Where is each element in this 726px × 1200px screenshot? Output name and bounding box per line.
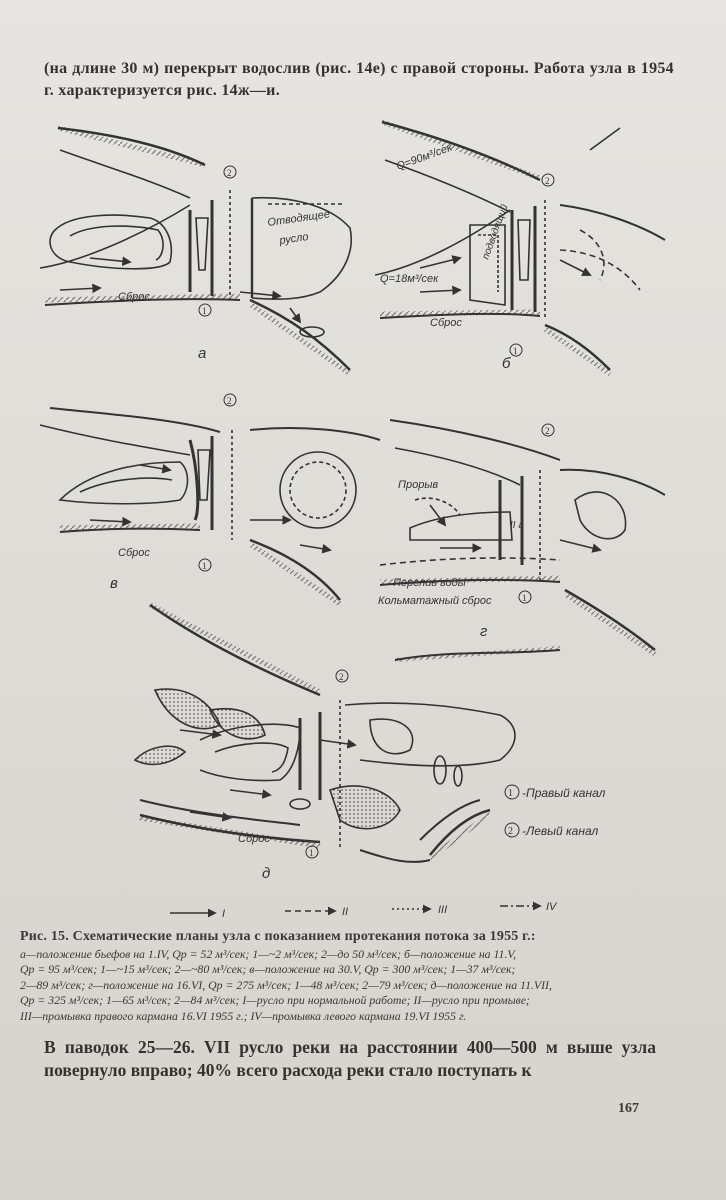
label-kolmat: Кольматажный сброс	[378, 595, 492, 607]
panel-letter-v: в	[110, 575, 118, 592]
svg-text:2: 2	[545, 176, 550, 186]
legend-left-channel: -Левый канал	[522, 824, 599, 838]
line-style-legend	[170, 906, 540, 913]
panel-d	[135, 605, 560, 862]
svg-text:I: I	[222, 908, 226, 920]
panel-letter-a: а	[198, 345, 207, 362]
page-number: 167	[618, 1101, 639, 1116]
label-mark-iia: II а	[510, 520, 524, 531]
svg-text:2: 2	[227, 168, 232, 178]
caption-line: а—положение бьефов на 1.IV, Qр = 52 м³/сек; 1—~2 м³/сек; 2—до 50 м³/сек; б—положение на 11.V,	[20, 946, 517, 961]
line-style-legend-labels	[222, 901, 558, 920]
panel-d-labels	[238, 670, 348, 882]
label-sbros-b: Сброс	[430, 317, 462, 329]
panel-v-labels	[110, 394, 236, 592]
svg-text:2: 2	[339, 672, 344, 682]
panel-v	[40, 408, 380, 604]
panel-g	[380, 420, 665, 654]
bottom-paragraph: В паводок 25—26. VII русло реки на расстоянии 400—500 м выше узла повернуло вправо; 40% всего расхода реки стало поступать к	[44, 1037, 656, 1080]
legend-right-channel: -Правый канал	[522, 786, 606, 800]
label-sbros-v: Сброс	[118, 547, 150, 559]
svg-text:III: III	[438, 904, 448, 916]
svg-text:II: II	[342, 906, 349, 918]
label-podvod: подводящий	[480, 203, 511, 262]
panel-g-labels	[378, 424, 554, 640]
top-paragraph: (на длине 30 м) перекрыт водослив (рис. 14е) с правой стороны. Работа узла в 1954 г. характеризуется рис. 14ж—и.	[44, 60, 674, 99]
caption-title: Рис. 15. Схематические планы узла с показанием протекания потока за 1955 г.:	[20, 929, 536, 944]
svg-text:1: 1	[513, 346, 518, 356]
label-q-side: Q=18м³/сек	[380, 273, 439, 285]
label-otvod: Отводящее	[266, 208, 331, 229]
svg-text:1: 1	[202, 561, 207, 571]
svg-text:1: 1	[508, 788, 513, 799]
channel-legend	[505, 785, 606, 838]
svg-text:1: 1	[309, 848, 314, 858]
label-ruslo: русло	[278, 231, 310, 247]
panel-letter-g: г	[480, 623, 488, 640]
figure-caption	[20, 929, 710, 1024]
caption-line: III—промывка правого кармана 16.VI 1955 г.; IV—промывка левого кармана 19.VI 1955 г.	[20, 1008, 467, 1023]
label-q-top: Q=90м³/сек	[394, 141, 454, 173]
label-sbros-a: Сброс	[118, 291, 150, 303]
panel-letter-b: б	[502, 355, 511, 372]
svg-text:2: 2	[227, 396, 232, 406]
svg-text:1: 1	[522, 593, 527, 603]
caption-line: 2—89 м³/сек; г—положение на 16.VI, Qр = 275 м³/сек; 1—48 м³/сек; 2—79 м³/сек; д—положение на 11.VII,	[20, 977, 552, 992]
caption-line: Qр = 325 м³/сек; 1—65 м³/сек; 2—84 м³/сек; I—русло при нормальной работе; II—русло при промыве;	[20, 993, 530, 1007]
label-proryv: Прорыв	[398, 479, 439, 491]
panel-letter-d: д	[262, 865, 271, 882]
caption-line: Qр = 95 м³/сек; 1—~15 м³/сек; 2—~80 м³/сек; в—положение на 30.V, Qр = 300 м³/сек; 1—37 м³/сек;	[20, 962, 516, 976]
svg-text:IV: IV	[546, 901, 557, 913]
panel-a-labels	[118, 166, 331, 362]
label-pereliv: Перелив воды	[393, 577, 466, 589]
svg-text:2: 2	[545, 426, 550, 436]
svg-text:1: 1	[202, 306, 207, 316]
label-sbros-d: Сброс	[238, 833, 270, 845]
panel-a	[40, 128, 351, 374]
svg-text:2: 2	[508, 826, 513, 837]
